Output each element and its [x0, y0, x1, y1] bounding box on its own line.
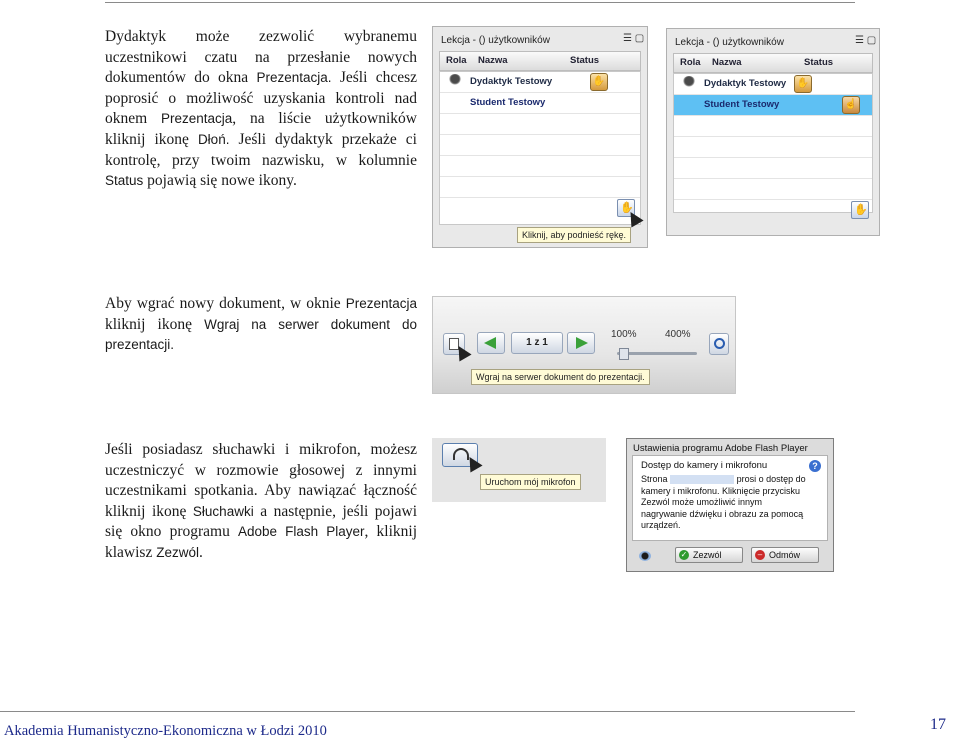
users-list: [673, 73, 873, 213]
paragraph-upload-document: Aby wgrać nowy dokument, w oknie Prezentacja kliknij ikonę Wgraj na serwer dokument do prezentacji.: [105, 295, 417, 353]
presentation-toolbar: [432, 296, 736, 394]
teacher-role-icon: [682, 76, 696, 90]
user-row-selected[interactable]: [674, 95, 872, 116]
teacher-role-icon: [448, 74, 462, 88]
check-icon: ✓: [680, 550, 688, 559]
next-page-button[interactable]: [567, 332, 595, 354]
help-icon[interactable]: ?: [809, 460, 821, 472]
column-header-name[interactable]: Nazwa: [712, 57, 742, 68]
zoom-min-label: 100%: [611, 329, 637, 340]
dialog-message: Strona prosi o dostęp do kamery i mikrofonu. Kliknięcie przycisku Zezwól może umożliwić innym nagrywanie dźwięku i obrazu za pomocą urządzeń.: [641, 474, 806, 530]
users-panel-title: Lekcja - () użytkowników: [441, 35, 550, 46]
presenter-icon: ☝: [842, 96, 860, 114]
zoom-slider[interactable]: [617, 352, 697, 355]
zoom-max-label: 400%: [665, 329, 691, 340]
arrow-right-icon: [576, 337, 588, 349]
raise-hand-button[interactable]: [851, 201, 869, 219]
microphone-tooltip: Uruchom mój mikrofon: [480, 474, 581, 490]
user-row[interactable]: [440, 72, 640, 93]
previous-page-button[interactable]: [477, 332, 505, 354]
column-header-status[interactable]: Status: [570, 55, 600, 66]
audio-panel: [432, 438, 606, 502]
panel-window-controls[interactable]: ☰ ▢: [855, 35, 877, 46]
camera-settings-icon[interactable]: [639, 551, 651, 561]
users-list: [439, 71, 641, 225]
allow-button[interactable]: ✓ Zezwól: [675, 547, 743, 563]
dialog-title: Ustawienia programu Adobe Flash Player: [633, 443, 808, 454]
upload-tooltip: Wgraj na serwer dokument do prezentacji.: [471, 369, 650, 385]
user-name: Dydaktyk Testowy: [470, 76, 553, 87]
column-header-role[interactable]: Rola: [680, 57, 701, 68]
deny-icon: –: [755, 550, 765, 560]
magnifier-icon: [714, 338, 725, 349]
users-table-header: [439, 51, 641, 71]
dialog-content: [632, 455, 828, 541]
paragraph-hand-control: Dydaktyk może zezwolić wybranemu uczestnikowi czatu na przesłanie nowych dokumentów do okna Prezentacja. Jeśli chcesz poprosić o możliwość uzyskania kontroli nad oknem Prezentacja, na liście użytkowników kliknij ikonę Dłoń. Jeśli dydaktyk przekaże ci kontrolę, przy twoim nazwisku, w kolumnie Status pojawią się nowe ikony.: [105, 28, 417, 190]
paragraph-audio: Jeśli posiadasz słuchawki i mikrofon, możesz uczestniczyć w rozmowie głosowej z innymi uczestnikami spotkania. Aby nawiązać łączność kliknij ikonę Słuchawki a następnie, jeśli pojawi się okno programu Adobe Flash Player, kliknij klawisz Zezwól.: [105, 441, 417, 561]
footer-rule: [0, 711, 855, 712]
user-name: Dydaktyk Testowy: [704, 78, 787, 89]
deny-button[interactable]: – Odmów: [751, 547, 819, 563]
user-row[interactable]: [674, 74, 872, 95]
column-header-name[interactable]: Nazwa: [478, 55, 508, 66]
page-indicator: 1 z 1: [511, 332, 563, 354]
user-row[interactable]: [440, 93, 640, 114]
user-name: Student Testowy: [704, 99, 780, 110]
users-panel-title: Lekcja - () użytkowników: [675, 37, 784, 48]
zoom-slider-handle[interactable]: [619, 348, 629, 360]
hand-icon: ✋: [854, 204, 868, 216]
page-number: 17: [930, 716, 946, 733]
dialog-header: Dostęp do kamery i mikrofonu: [641, 460, 768, 471]
hand-icon: ✋: [590, 73, 608, 91]
zoom-fit-button[interactable]: [709, 333, 729, 355]
hand-icon: ✋: [620, 202, 634, 214]
user-name: Student Testowy: [470, 97, 546, 108]
users-panel-after: [666, 28, 880, 236]
header-rule: [105, 2, 855, 3]
flash-settings-dialog: [626, 438, 834, 572]
users-panel-before: [432, 26, 648, 248]
panel-window-controls[interactable]: ☰ ▢: [623, 33, 645, 44]
users-table-header: [673, 53, 873, 73]
redacted-site: [670, 475, 734, 484]
column-header-status[interactable]: Status: [804, 57, 834, 68]
arrow-left-icon: [484, 337, 496, 349]
raise-hand-tooltip: Kliknij, aby podnieść rękę.: [517, 227, 631, 243]
footer-text: Akademia Humanistyczno-Ekonomiczna w Łodzi 2010: [4, 723, 327, 739]
column-header-role[interactable]: Rola: [446, 55, 467, 66]
hand-icon: ✋: [794, 75, 812, 93]
